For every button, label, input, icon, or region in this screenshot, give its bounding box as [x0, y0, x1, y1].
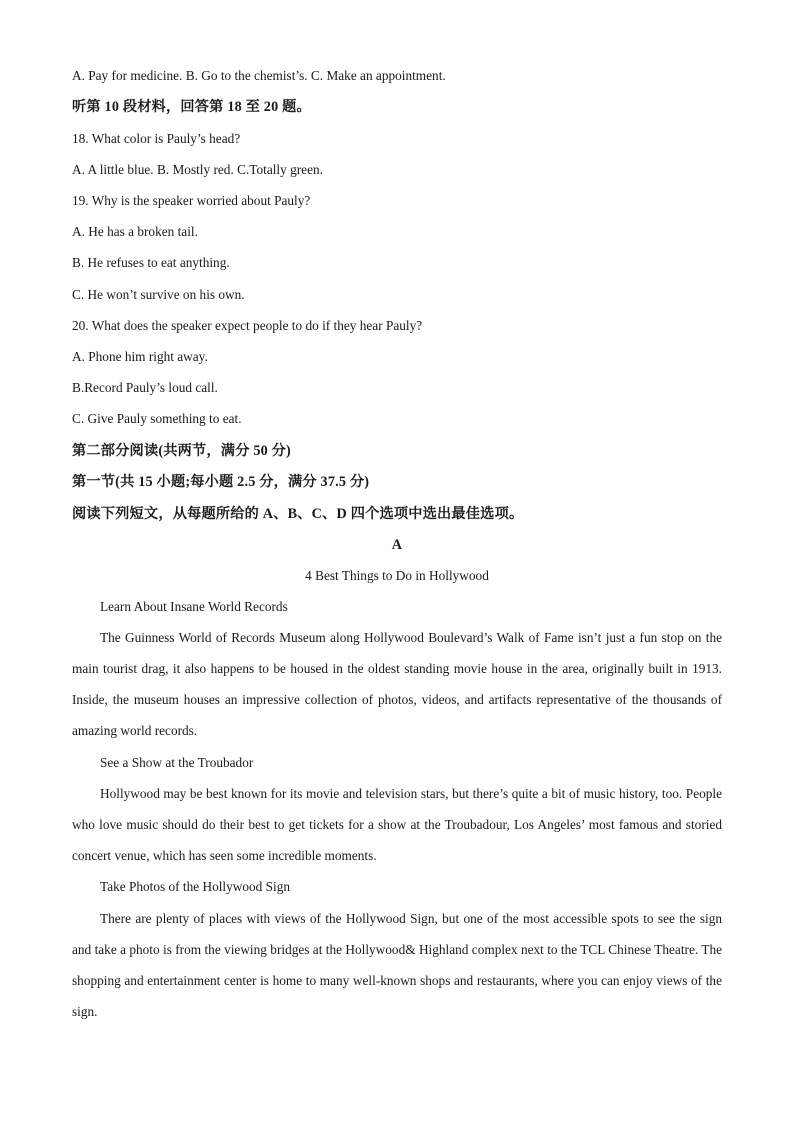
section1-heading: 第一节(共 15 小题;每小题 2.5 分，满分 37.5 分)	[72, 474, 370, 490]
q19-option-c: C. He won’t survive on his own.	[72, 287, 245, 302]
q17-options: A. Pay for medicine. B. Go to the chemist’s. C. Make an appointment.	[72, 68, 446, 83]
reading-instruction: 阅读下列短文，从每题所给的 A、B、C、D 四个选项中选出最佳选项。	[72, 506, 524, 522]
section-body: The Guinness World of Records Museum along Hollywood Boulevard’s Walk of Fame isn’t just a fun stop on the main tourist drag, it also happens to be housed in the oldest standing movie house in the area, originally built in 1913. Inside, the museum houses an impressive collection of photos, videos, and artifacts representative of the thousands of amazing world records.	[72, 630, 722, 738]
q20-option-b: B.Record Pauly’s loud call.	[72, 380, 218, 395]
q20-option-a: A. Phone him right away.	[72, 349, 208, 364]
section-heading: Take Photos of the Hollywood Sign	[100, 879, 291, 894]
section-body: Hollywood may be best known for its movie and television stars, but there’s quite a bit of music history, too. People who love music should do their best to get tickets for a show at the Troubadour, Los Angeles’ most famous and storied concert venue, which has seen some incredible moments.	[72, 786, 722, 863]
section-body: There are plenty of places with views of the Hollywood Sign, but one of the most accessible spots to see the sign and take a photo is from the viewing bridges at the Hollywood& Highland complex next to the TCL Chinese Theatre. The shopping and entertainment center is home to many well-known shops and restaurants, where you can enjoy views of the sign.	[72, 911, 722, 1019]
part2-heading: 第二部分阅读(共两节，满分 50 分)	[72, 443, 291, 459]
q20-option-c: C. Give Pauly something to eat.	[72, 411, 242, 426]
q19-option-a: A. He has a broken tail.	[72, 224, 198, 239]
section-heading: See a Show at the Troubador	[100, 755, 254, 770]
passage-title: 4 Best Things to Do in Hollywood	[305, 568, 489, 583]
material10-heading: 听第 10 段材料，回答第 18 至 20 题。	[72, 99, 311, 115]
q20-question: 20. What does the speaker expect people to do if they hear Pauly?	[72, 318, 423, 333]
q18-question: 18. What color is Pauly’s head?	[72, 131, 241, 146]
q19-option-b: B. He refuses to eat anything.	[72, 255, 230, 270]
passage-letter: A	[391, 537, 403, 553]
q19-question: 19. Why is the speaker worried about Pauly?	[72, 193, 311, 208]
section-heading: Learn About Insane World Records	[100, 599, 288, 614]
q18-options: A. A little blue. B. Mostly red. C.Totally green.	[72, 162, 323, 177]
